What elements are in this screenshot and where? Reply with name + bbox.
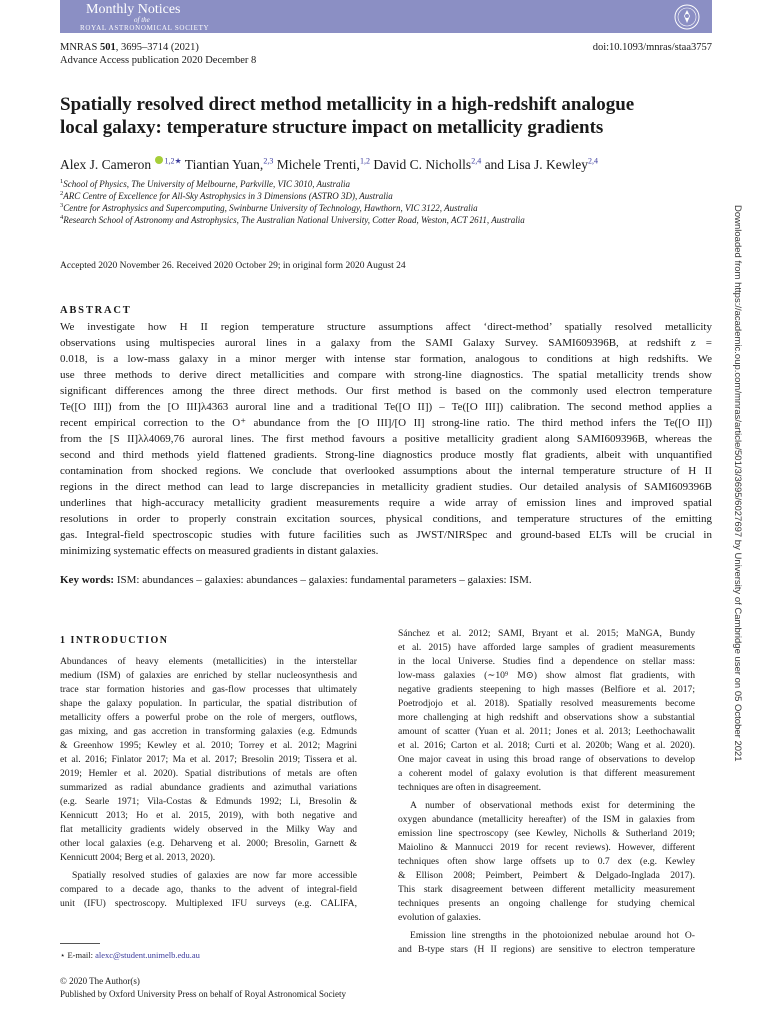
body-line: & Greenhow 1995; Kewley et al. 2010; Torrey et al. 2012; Magrini [60, 740, 357, 751]
footnote [60, 950, 200, 961]
body-line: This stark disagreement between different metallicity measurement [398, 884, 695, 895]
affiliation-text: Centre for Astrophysics and Supercomputing, Swinburne University of Technology, Hawthorn, VIC 3122, Australia [63, 203, 478, 213]
citation-pages: , 3695–3714 (2021) [115, 42, 199, 53]
keywords-text: ISM: abundances – galaxies: abundances – galaxies: fundamental parameters – galaxies: ISM. [116, 574, 532, 586]
author-affil-marks: 2,4 [588, 156, 599, 166]
body-line: trace star formation histories and gas-flow processes that ultimately [60, 684, 357, 695]
keywords-label: Key words: [60, 574, 115, 586]
abstract-line: second and third methods yield flattened gradients. Strong-line diagnostics produce mostly flat gradients, albeit with unquantified [60, 449, 712, 461]
author-name[interactable]: Tiantian Yuan, [184, 157, 264, 172]
society-seal-icon [674, 4, 700, 30]
orcid-icon[interactable] [155, 156, 163, 164]
body-line: Maiolino & Mannucci 2019 for recent reviews). However, different [398, 842, 695, 853]
body-line: and B-type stars (H II regions) are sensitive to electron temperature [398, 944, 695, 955]
body-line: Kennicutt 2013; Ho et al. 2015, 2019), with both negative and [60, 810, 357, 821]
affiliation-number: 2 [60, 190, 64, 197]
citation [60, 42, 199, 53]
article-title [60, 93, 720, 139]
body-line: techniques often show large offsets up to 0.7 dex (e.g. Kewley [398, 856, 695, 867]
affiliation-text: Research School of Astronomy and Astrophysics, The Australian National University, Cotter Road, Weston, ACT 2611, Australia [63, 215, 525, 225]
abstract-line: contamination from shocked regions. We conclude that overlooked assumptions about the internal temperature structure of H II [60, 465, 712, 477]
author-affil-marks: 2,4 [471, 156, 482, 166]
abstract-line: observations using multispecies auroral lines in a galaxy from the SAMI Galaxy Survey. SAMI609396B, at redshift z = [60, 337, 712, 349]
abstract-line: resolutions in order to properly constrain excitation sources, physical conditions, and temperature structures of the emitting [60, 513, 712, 525]
abstract-line: minimizing systematic effects on measured gradients in distant galaxies. [60, 545, 379, 557]
body-line: & Ellison 2008; Peimbert, Peimbert & Delgado-Inglada 2017). [398, 870, 695, 881]
abstract-line: recent empirical correction to the O⁺ abundance from the [O III]/[O II] strong-line ratio. The third method infers the Te([O II]) [60, 417, 712, 429]
footnote-rule [60, 943, 100, 944]
copyright-line: © 2020 The Author(s) [60, 976, 140, 986]
body-line: 2019; Hemler et al. 2020). Spatial distributions of metals are often [60, 768, 357, 779]
affiliation [60, 190, 720, 201]
affiliation-text: School of Physics, The University of Melbourne, Parkville, VIC 3010, Australia [63, 179, 351, 189]
body-line: evolution of galaxies. [398, 912, 481, 923]
author-name[interactable]: Alex J. Cameron [60, 157, 152, 172]
body-line: Spatially resolved studies of galaxies are now far more accessible [72, 870, 357, 881]
body-line: compared to a decade ago, thanks to the advent of integral-field [60, 884, 357, 895]
abstract-line: underlines that high-accuracy metallicity gradient measurements require a wide array of emission lines and improved spatial [60, 497, 712, 509]
body-line: unit (IFU) spectroscopy. Multiplexed IFU surveys (e.g. CALIFA, [60, 898, 357, 909]
body-line: oxygen abundance (metallicity hereafter) of the ISM in galaxies from [398, 814, 695, 825]
body-line: A number of observational methods exist for determining the [410, 800, 695, 811]
email-link[interactable]: alexc@student.unimelb.edu.au [95, 950, 200, 960]
body-line: Poetrodjojo et al. 2018). Spatially resolved measurements become [398, 698, 695, 709]
title-line-2: local galaxy: temperature structure impact on metallicity gradients [60, 117, 604, 138]
received-accepted-dates: Accepted 2020 November 26. Received 2020 October 29; in original form 2020 August 24 [60, 261, 406, 271]
body-line: One major caveat in using this broad range of observations to develop [398, 754, 695, 765]
body-line: Sánchez et al. 2012; SAMI, Bryant et al. 2015; MaNGA, Bundy [398, 628, 695, 639]
body-line: techniques presents an ongoing challenge for studying chemical [398, 898, 695, 909]
affiliation [60, 178, 720, 189]
body-line: techniques are often in disagreement. [398, 782, 542, 793]
publisher-line: Published by Oxford University Press on behalf of Royal Astronomical Society [60, 989, 346, 999]
journal-society: ROYAL ASTRONOMICAL SOCIETY [80, 24, 210, 32]
body-line: Kennicutt 2004; Berg et al. 2013, 2020). [60, 852, 216, 863]
body-line: in the local Universe. Studies find a dependence on stellar mass: [398, 656, 695, 667]
abstract-line: 0.018, is a low-mass galaxy in a minor merger with intense star formation, analogous to conditions at high redshifts. We [60, 353, 712, 365]
download-note-text[interactable]: Downloaded from https://academic.oup.com/mnras/article/501/3/3695/6027697 by University of Cambridge user on 05 October 2021 [732, 205, 743, 762]
journal-banner [60, 0, 712, 33]
body-line: amount of scatter (Yuan et al. 2011; Jones et al. 2013; Leethochawalit [398, 726, 695, 737]
abstract-line: Te([O III]) from the [O III]λ4363 auroral line and a traditional Te([O II]) – Te([O III]) calibration. The second method applies a [60, 401, 712, 413]
abstract-heading: ABSTRACT [60, 305, 132, 316]
body-line: negative gradients steepening to high masses (Belfiore et al. 2017; [398, 684, 695, 695]
author-affil-marks: 1,2★ [164, 156, 182, 166]
affiliation-number: 3 [60, 202, 64, 209]
citation-journal: MNRAS [60, 42, 98, 53]
author-name[interactable]: Michele Trenti, [276, 157, 360, 172]
doi-link[interactable]: doi:10.1093/mnras/staa3757 [592, 42, 712, 53]
abstract-line: gas. Integral-field spectroscopic studies with future facilities such as JWST/NIRSpec and ground-based ELTs will be crucial in [60, 529, 712, 541]
body-line: (e.g. Searle 1971; Vila-Costas & Edmunds 1992; Li, Bresolin & [60, 796, 357, 807]
body-line: et al. 2016; Carton et al. 2018; Curti et al. 2020b; Wang et al. 2020). [398, 740, 695, 751]
author-name[interactable]: and Lisa J. Kewley [484, 157, 589, 172]
body-line: emission line spectroscopy (see Kewley, Nicholls & Sutherland 2019; [398, 828, 695, 839]
author-affil-marks: 1,2 [359, 156, 370, 166]
affiliation-number: 1 [60, 178, 64, 185]
body-line: Emission line strengths in the photoionized nebulae around hot O- [410, 930, 695, 941]
author-list [60, 156, 720, 173]
section-heading: 1 INTRODUCTION [60, 635, 169, 646]
footnote-label: ⋆ E-mail: [60, 950, 96, 960]
author-affil-marks: 2,3 [263, 156, 274, 166]
body-line: flat metallicity gradients widely observed in the Milky Way and [60, 824, 357, 835]
affiliation [60, 214, 720, 225]
body-line: Abundances of heavy elements (metallicities) in the interstellar [60, 656, 357, 667]
advance-access: Advance Access publication 2020 December 8 [60, 55, 257, 66]
affiliation-text: ARC Centre of Excellence for All-Sky Astrophysics in 3 Dimensions (ASTRO 3D), Australia [63, 191, 393, 201]
body-line: metallicity offers a powerful probe on the role of mergers, outflows, [60, 712, 357, 723]
body-line: medium (ISM) of galaxies are enriched by stellar nucleosynthesis and [60, 670, 357, 681]
abstract-line: regions in the direct method can lead to large discrepancies in metallicity gradient studies. Our detailed analysis of SAMI609396B [60, 481, 712, 493]
body-line: low-mass galaxies (∼10⁹ M⊙) show almost flat gradients, with [398, 670, 695, 681]
journal-name: Monthly Notices [86, 2, 181, 17]
body-line: other local galaxies (e.g. Deharveng et al. 2000; Bresolin, Garnett & [60, 838, 357, 849]
abstract-line: use three methods to derive direct metallicities and compare with strong-line diagnostics. The spatial metallicity trends show [60, 369, 712, 381]
keywords [60, 574, 532, 586]
body-line: shape the galaxy population. In particular, the spatial distribution of [60, 698, 357, 709]
body-line: more challenging at high redshift and observations show a substantial [398, 712, 695, 723]
abstract-line: significant differences among the three direct methods. Our first method is based on the commonly used electron temperature [60, 385, 712, 397]
journal-name-of: of the [134, 16, 150, 24]
body-line: et al. 2015) have afforded large samples of gradient measurements [398, 642, 695, 653]
body-line: gas mixing, and gas accretion in transforming galaxies (e.g. Edmunds [60, 726, 357, 737]
affiliation [60, 202, 720, 213]
author-name[interactable]: David C. Nicholls [373, 157, 472, 172]
body-line: summarized as radial abundance gradients and azimuthal variations [60, 782, 357, 793]
body-line: a coherent model of galaxy evolution is that different measurement [398, 768, 695, 779]
title-line-1: Spatially resolved direct method metallicity in a high-redshift analogue [60, 94, 635, 115]
abstract-line: We investigate how H II region temperature structure assumptions affect ‘direct-method’ spatially resolved metallicity [60, 321, 712, 333]
body-line: et al. 2016; Finlator 2017; Ma et al. 2017; Bresolin 2019; Tissera et al. [60, 754, 357, 765]
affiliation-number: 4 [60, 214, 64, 221]
abstract-line: from the [S II]λλ4069,76 auroral lines. The first method favours a positive metallicity gradient along SAMI609396B, whereas the [60, 433, 712, 445]
citation-volume: 501 [99, 42, 116, 53]
